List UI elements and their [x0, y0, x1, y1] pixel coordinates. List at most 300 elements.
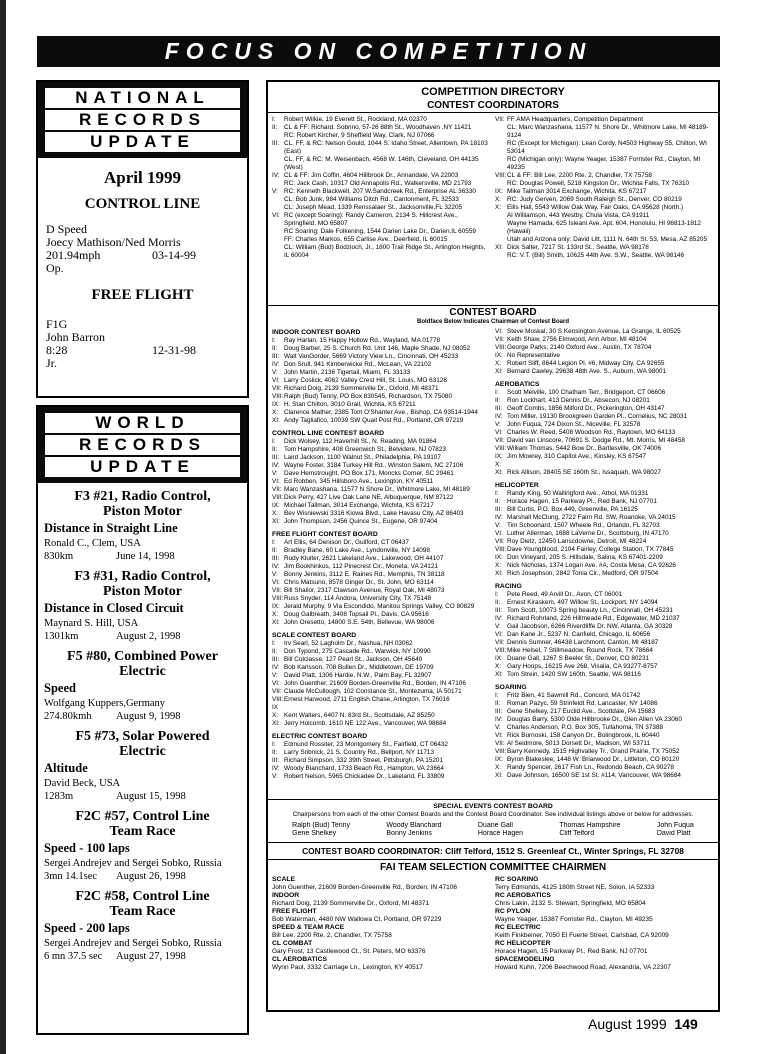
listing-text: RC: Judy Gerven, 2069 South Raleigh St., Denver, CO 80219 [507, 196, 682, 203]
listing-text: CL: William (Bud) Bodzioch, Jr., 1800 Trail Ridge St., Arlington Heights, IL 60004 [284, 244, 486, 259]
listing-text: Ernest Harwood, 2711 English Chase, Arlington, TX 76016 [284, 696, 450, 703]
region-number: III: [272, 757, 280, 764]
listing-row [495, 748, 714, 756]
region-number [272, 132, 284, 140]
board-group [495, 328, 714, 376]
listing-text: Robert Wilkie, 19 Everett St., Rockland, MA 02370 [284, 116, 427, 123]
listing-row [272, 470, 489, 478]
page-footer [588, 1016, 698, 1032]
region-number: IV: [495, 716, 503, 723]
fai-heading: RC AEROBATICS [495, 892, 551, 899]
cl-date: 03-14-99 [152, 248, 196, 262]
listing-text: Bill Colclasse, 127 Pearl St., Jackson, OH 45640 [284, 656, 423, 663]
listing-row [272, 518, 489, 526]
listing-text: Woody Blanchard, 1733 Beach Rd., Hampton, VA 23664 [284, 765, 444, 772]
region-number [272, 196, 284, 204]
page-edge [0, 0, 6, 1054]
listing-row [272, 369, 489, 377]
region-number: X: [495, 204, 502, 211]
listing-text: H. Stan Chilton, 3010 Grail, Wichita, KS 67211 [284, 401, 416, 408]
listing-text: Jerry Holcomb, 1610 NE 122 Ave., Vancouver, WA 98684 [284, 720, 447, 727]
listing-text: Richard Rohrland, 226 Hillmeade Rd., Edgewater, MD 21037 [507, 615, 680, 622]
region-number: IV: [272, 765, 280, 772]
region-number: X: [495, 663, 502, 670]
region-number: VI: [272, 478, 280, 485]
special-name-column [657, 822, 694, 838]
board-group [495, 683, 714, 780]
board-group [495, 380, 714, 477]
region-number: X: [495, 562, 502, 569]
region-number: VII: [495, 740, 505, 747]
national-header-line: NATIONAL [45, 88, 240, 108]
listing-row [495, 724, 714, 732]
record-value-row [44, 711, 241, 722]
listing-text: RC (Michigan only): Wayne Yeager, 15387 Forrister Rd., Clayton, MI 49235 [507, 156, 701, 171]
listing-row [495, 453, 714, 461]
listing-text: Don Vineyard, 205 S. Hillsdale, Salina, KS 67401-2209 [507, 554, 663, 561]
listing-row [272, 579, 489, 587]
record-date: August 9, 1998 [116, 711, 181, 722]
region-number: III: [272, 353, 280, 360]
region-number: XI: [495, 671, 503, 678]
listing-row [272, 595, 489, 603]
listing-text: CL, FF, & RC: M. Weisenbach, 4568 W. 146th, Cleveland, OH 44135 (West) [284, 156, 479, 171]
region-number: VII: [272, 587, 282, 594]
listing-row [495, 740, 714, 748]
listing-text: John Fuqua, 724 Dixon St., Niceville, FL 32578 [507, 421, 641, 428]
listing-row [495, 732, 714, 740]
board-heading: CONTROL LINE CONTEST BOARD [272, 430, 385, 437]
region-number: VIII: [272, 595, 284, 602]
listing-row [272, 757, 489, 765]
board-group [272, 429, 489, 526]
listing-row [495, 336, 714, 344]
listing-row [272, 664, 489, 672]
listing-text: David Platt, 1306 Hardie, N.W., Palm Bay, FL 32907 [284, 672, 432, 679]
fai-listing: John Guenther, 21609 Borden-Greenville Rd., Borden, IN 47106 [272, 884, 458, 891]
world-record [44, 569, 241, 642]
record-value-row [44, 791, 241, 802]
listing-row [272, 196, 489, 204]
region-number: VI: [495, 530, 503, 537]
listing-row [272, 244, 489, 260]
region-number: IV: [272, 664, 280, 671]
special-name-column [386, 822, 441, 838]
listing-text: Michael Tallman, 3014 Exchange, Wichita, KS 67217 [284, 502, 434, 509]
listing-text: RC: V.T. (Bill) Smith, 10625 44th Ave. S.W., Seattle, WA 98146 [507, 252, 685, 259]
listing-row [495, 360, 714, 368]
cl-class: Op. [46, 261, 64, 275]
region-number: I: [495, 490, 499, 497]
ff-date: 12-31-98 [152, 343, 196, 357]
listing-row [272, 696, 489, 704]
world-records-box [36, 405, 249, 1035]
region-number: III: [495, 708, 503, 715]
listing-text: Don Srull, 941 Kimberwicke Rd., McLean, VA 22102 [284, 361, 432, 368]
fai-heading: CL COMBAT [272, 940, 313, 947]
region-number: II: [272, 749, 278, 756]
board-heading: HELICOPTER [495, 482, 539, 489]
fai-listing: Keith Finkbeiner, 7050 El Fuerte Street, Carlsbad, CA 92009 [495, 932, 669, 939]
region-number: VII: [272, 385, 282, 392]
region-number [495, 236, 507, 244]
listing-row [272, 156, 489, 172]
listing-row [272, 438, 489, 446]
listing-row [272, 337, 489, 345]
special-name-column [292, 822, 350, 838]
listing-row [272, 204, 489, 212]
listing-text: Irv Searl, 52 Lagholm Dr., Nashua, NH 03062 [284, 640, 413, 647]
listing-row [272, 454, 489, 462]
record-value: 1283m [44, 791, 74, 802]
fai-heading: RC SOARING [495, 876, 539, 883]
listing-row [272, 656, 489, 664]
region-number: V: [272, 470, 278, 477]
record-title: F5 #73, Solar Powered Electric [75, 729, 210, 759]
listing-row [272, 741, 489, 749]
listing-row [495, 196, 714, 204]
record-value: 6 mn 37.5 sec [44, 951, 103, 962]
listing-row [272, 353, 489, 361]
listing-text: Bev Wisniewski 3316 Kiowa Blvd., Lake Havasu City, AZ 86403 [284, 510, 464, 517]
listing-text: RC: Robert Kircher, 9 Sheffield Way, Clark, NJ 07066 [284, 132, 435, 139]
listing-text: Clarence Mather, 2385 Tom O'Shanter Ave., Bishop, CA 93514-1944 [284, 409, 478, 416]
record-title: F2C #57, Control Line Team Race [75, 809, 210, 839]
ff-event: F1G [46, 317, 68, 331]
listing-text: Rudy Kluiter, 2621 Lakeland Ave., Lakewood, OH 44107 [284, 555, 444, 562]
board-group [272, 328, 489, 425]
listing-row [272, 180, 489, 188]
region-number: X: [495, 461, 502, 468]
board-group [272, 631, 489, 728]
world-record [44, 489, 241, 562]
listing-text: Bradley Bane, 60 Lake Ave., Lyndonville, NY 14098 [284, 547, 430, 554]
region-number: VIII: [272, 393, 284, 400]
world-record [44, 809, 241, 882]
listing-text: Kent Walters, 6407 N. 83rd St., Scottsdale, AZ 85250 [284, 712, 435, 719]
region-number: X: [272, 510, 279, 517]
coordinator-line: CONTEST BOARD COORDINATOR: Cliff Telford, 1512 S. Greenleaf Ct., Winter Springs, FL 32708 [302, 846, 684, 856]
boards-left [272, 328, 493, 797]
listing-row [272, 494, 489, 502]
region-number: II: [272, 446, 278, 453]
listing-text: Jim Bookhinkus, 112 Pinecrest Cir., Moneta, VA 24121 [284, 563, 438, 570]
region-number: II: [272, 124, 278, 131]
listing-row [495, 244, 714, 252]
world-header-line: RECORDS [45, 435, 240, 455]
listing-row [272, 672, 489, 680]
region-number: VII: [272, 486, 282, 493]
listing-row [495, 631, 714, 639]
region-number: X: [272, 712, 279, 719]
listing-row [495, 116, 714, 124]
competition-directory [266, 80, 720, 1012]
directory-title: COMPETITION DIRECTORY [421, 86, 565, 98]
listing-text: Gene Shelkey, 217 Euclid Ave., Scottdale, PA 15683 [507, 708, 656, 715]
world-record [44, 889, 241, 962]
listing-row [272, 563, 489, 571]
listing-row [495, 716, 714, 724]
national-date: April 1999 [104, 168, 181, 187]
region-number: II: [495, 599, 501, 606]
region-number: VI: [495, 328, 503, 335]
region-number: X: [272, 611, 279, 618]
listing-text: CL: Joseph Mead, 1339 Renssalaer St., Jacksonville,FL 32205 [284, 204, 463, 211]
listing-text: Robert Sliff, 8644 Legion Pl. #6, Midway City, CA 92655 [507, 360, 665, 367]
fai-listing: Horace Hagen, 15 Parkway Pl., Red Bank, NJ 07701 [495, 948, 648, 955]
record-value-row [44, 631, 241, 642]
listing-text: Dick Perry, 427 Live Oak Lane NE, Albuquerque, NM 87122 [284, 494, 454, 501]
listing-row [495, 538, 714, 546]
listing-text: George Parks, 2140 Oxford Ave., Austin, TX 78704 [507, 344, 652, 351]
region-number: II: [272, 345, 278, 352]
region-number: IX: [495, 655, 503, 662]
listing-text: John Oresetto, 14800 S.E. 54th, Bellevue, WA 98006 [284, 619, 435, 626]
listing-row [272, 446, 489, 454]
listing-text: Utah and Arizona only: David Litt, 1111 N. 64th St. 53, Mesa, AZ 85205 [507, 236, 708, 243]
listing-row [495, 708, 714, 716]
region-number: I: [272, 539, 276, 546]
record-value-row [44, 871, 241, 882]
region-number: III: [272, 140, 280, 147]
region-number: IX: [495, 756, 503, 763]
listing-row [495, 647, 714, 655]
listing-row [495, 236, 714, 244]
region-number: I: [272, 438, 276, 445]
listing-text: CL: Marc Wanzashana, 11577 N. Shore Dr., Whitmore Lake, MI 48189-9124 [507, 124, 709, 139]
fai-heading: RC ELECTRIC [495, 924, 541, 931]
listing-text: Bob Karlsson, 708 Bullen Dr., Middletown, DE 19709 [284, 664, 434, 671]
listing-row [272, 680, 489, 688]
fai-listing: Chris Lakin, 2132 S. Stewart, Springfield, MO 65804 [495, 900, 646, 907]
region-number: III: [495, 506, 503, 513]
listing-text: Duane Gall, 1267 S Beeler St., Denver, CO 80231 [507, 655, 650, 662]
listing-text: CL: Bob Junk, 984 Williams Ditch Rd., Cantonment, FL 32533 [284, 196, 459, 203]
record-title: F3 #21, Radio Control, Piston Motor [74, 489, 211, 519]
region-number: I: [495, 591, 499, 598]
listing-text: Tom Hampshire, 408 Greenwich St., Belvidere, NJ 07823 [284, 446, 446, 453]
region-number: IV: [272, 462, 280, 469]
listing-row [272, 486, 489, 494]
board-group [495, 582, 714, 679]
listing-row [272, 648, 489, 656]
listing-text: Art Ellis, 64 Denison Dr., Guilford, CT 06437 [284, 539, 409, 546]
listing-row [495, 570, 714, 578]
listing-row [272, 603, 489, 611]
listing-text: Edmund Rossiter, 23 Montgomery St., Fairfield, CT 06432 [284, 741, 448, 748]
listing-text: Al Williamson, 443 Westby, Chula Vista, CA 91911 [507, 212, 650, 219]
record-value: 3mn 14.1sec [44, 871, 98, 882]
region-number: IX: [495, 554, 503, 561]
fai-listing: Bob Waterman, 4480 NW Wallowa Ct, Portland, OR 97229 [272, 916, 442, 923]
region-number: IV: [272, 172, 280, 179]
listing-row [272, 688, 489, 696]
board-group [272, 530, 489, 627]
special-events-title: SPECIAL EVENTS CONTEST BOARD [433, 803, 553, 810]
listing-row [495, 599, 714, 607]
record-value: 274.80kmh [44, 711, 92, 722]
listing-text: Robert Nelson, 5965 Chickadee Dr., Lakeland, FL 33809 [284, 773, 445, 780]
listing-text: Roy Dietz, 12450 Lanscdowne, Detroit, MI 48224 [507, 538, 647, 545]
region-number: XI: [495, 469, 503, 476]
listing-text: Marc Wanzashana, 11577 N Shore Dr., Whitmore Lake, MI 48189 [284, 486, 470, 493]
region-number: IV: [495, 514, 503, 521]
region-number: IX: [495, 188, 503, 195]
listing-text: John Martin, 2136 Tigertail, Miami, FL 33133 [284, 369, 411, 376]
listing-text: Ron Lockhart, 413 Dennis Dr., Absecon, NJ 08201 [507, 397, 650, 404]
listing-row [272, 409, 489, 417]
region-number: III: [495, 405, 503, 412]
fai-listing: Bill Lee, 2200 Rte. 2, Chandler, TX 75758 [272, 932, 392, 939]
listing-text: Al Seidmore, 5013 Dorsett Dr., Madison, WI 53711 [507, 740, 651, 747]
listing-text: Dick Salter, 7217 St. 133rd St., Seattle, WA 98178 [507, 244, 649, 251]
record-category: Speed - 200 laps [44, 921, 130, 935]
listing-row [495, 429, 714, 437]
listing-row [495, 188, 714, 196]
listing-row [272, 172, 489, 180]
special-name: Thomas Hampshire [559, 822, 621, 829]
listing-row [272, 401, 489, 409]
listing-text: Ralph (Bud) Tenny, PO Box 830545, Richardson, TX 75080 [284, 393, 453, 400]
cl-speed: 201.94mph [46, 248, 101, 262]
fai-heading: FREE FLIGHT [272, 908, 317, 915]
listing-text: Ray Harlan, 15 Happy Hollow Rd., Wayland, MA 01778 [284, 337, 441, 344]
listing-row [495, 692, 714, 700]
listing-row [495, 397, 714, 405]
listing-text: Dick Wolsey, 112 Haverhill St., N. Reading, MA 01864 [284, 438, 437, 445]
listing-row [495, 623, 714, 631]
coordinators-section [268, 113, 718, 305]
listing-text: RC: Jack Cash, 10317 Old Annapolis Rd., Walkersville, MD 21793 [284, 180, 472, 187]
listing-row [272, 547, 489, 555]
fai-section [268, 873, 718, 975]
listing-row [495, 671, 714, 679]
listing-row [495, 212, 714, 220]
listing-text: Tom Miller, 19130 Brookgreen Garden Pl., Cornelius, NC 28031 [507, 413, 688, 420]
listing-text: Bonny Jenkins, 3112 E. Raines Rd., Memphis, TN 38118 [284, 571, 445, 578]
listing-row [272, 393, 489, 401]
listing-text: Dave Youngblood, 2104 Fairley, College Station, TX 77845 [507, 546, 674, 553]
listing-text: Larry Sribnick, 21 S. Country Rd., Bellport, NY 11713 [284, 749, 435, 756]
listing-row [495, 700, 714, 708]
page-number: 149 [674, 1016, 698, 1032]
listing-row [272, 377, 489, 385]
listing-text: No Representative [507, 352, 560, 359]
record-category: Distance in Closed Circuit [44, 601, 184, 615]
region-number: VIII: [272, 494, 284, 501]
issue-date: August 1999 [588, 1016, 667, 1032]
listing-text: Tom Strein, 1420 SW 160th, Seattle, WA 98116 [507, 671, 641, 678]
national-records-box [36, 80, 249, 398]
listing-text: Don Typond, 275 Cascade Rd., Warwick, NY 10990 [284, 648, 431, 655]
free-flight-heading: FREE FLIGHT [91, 287, 194, 303]
listing-text: Gail Jacobson, 6266 Riverdliffe Dr. NW, Atlanta, GA 30328 [507, 623, 673, 630]
region-number: VI: [272, 212, 280, 219]
region-number: VI: [272, 579, 280, 586]
record-title: F5 #80, Combined Power Electric [67, 649, 218, 679]
world-record [44, 649, 241, 722]
boards-right [493, 328, 714, 797]
region-number: V: [495, 522, 501, 529]
region-number: VIII: [495, 445, 507, 452]
listing-text: Randy Spencer, 2617 Fish Ln., Redondo Beach, CA 90278 [507, 764, 674, 771]
region-number: XI: [272, 518, 280, 525]
region-number: VIII: [272, 696, 284, 703]
listing-text: Ernest Kiraskem, 497 Willow St., Lockport, NY 14094 [507, 599, 658, 606]
listing-row [495, 220, 714, 236]
listing-row [495, 389, 714, 397]
world-header-line: UPDATE [45, 457, 240, 477]
listing-row [495, 498, 714, 506]
listing-row [495, 514, 714, 522]
listing-text: Bernard Cawley, 29638 48th Ave. S., Auburn, WA 98001 [507, 368, 667, 375]
listing-text: Rick Allison, 28405 SE 160th St., Issaquah, WA 98027 [507, 469, 661, 476]
ff-class: Jr. [46, 356, 58, 370]
listing-text: Byron Blakeslee, 1448 W. Briarwood Dr., Littleton, CO 80120 [507, 756, 680, 763]
fai-heading: SCALE [272, 876, 296, 883]
region-number: VII: [495, 538, 505, 545]
region-number: X: [495, 360, 502, 367]
region-number: I: [272, 337, 276, 344]
fai-heading: RC HELICOPTER [495, 940, 551, 947]
board-heading: RACING [495, 583, 522, 590]
region-number: II: [272, 648, 278, 655]
listing-row [495, 607, 714, 615]
record-value: 1301km [44, 631, 79, 642]
ff-time: 8:28 [46, 343, 68, 357]
fai-listing: Gary Frost, 13 Castlewood Ct., St. Peters, MO 63376 [272, 948, 426, 955]
listing-row [495, 413, 714, 421]
region-number: VI: [495, 631, 503, 638]
region-number: X: [272, 409, 279, 416]
region-number: VIII: [495, 172, 507, 179]
listing-row [495, 522, 714, 530]
region-number [272, 244, 284, 260]
record-holder: Sergei Andrejev and Sergei Sobko, Russia [44, 938, 222, 949]
listing-row [495, 554, 714, 562]
listing-text: Fritz Bien, 41 Sawmill Rd., Concord, MA 01742 [507, 692, 641, 699]
listing-row [495, 180, 714, 188]
region-number [272, 236, 284, 244]
region-number: XI: [495, 244, 503, 251]
cl-event: D Speed [46, 222, 87, 236]
listing-text: Doug Galbreath, 3408 Topsail Pl., Davis, CA 95616 [284, 611, 429, 618]
world-header [38, 407, 247, 483]
listing-text: CL & FF: Jim Coffin, 4604 Hillbrook Dr., Annandale, VA 22003 [284, 172, 459, 179]
listing-text: Luther Allerman, 1688 LaVerne Dr., Scottsburg, IN 47170 [507, 530, 669, 537]
fai-left [272, 876, 493, 972]
region-number: III: [272, 555, 280, 562]
region-number: IX [272, 704, 279, 711]
listing-row [495, 352, 714, 360]
listing-row [495, 469, 714, 477]
listing-text: Marshall McClung, 2722 Fairn Rd. SW, Roanoke, VA 24015 [507, 514, 676, 521]
national-header-line: UPDATE [45, 132, 240, 152]
listing-text: Rick Burnoski, 158 Canyon Dr., Bolingbrook, IL 60440 [507, 732, 660, 739]
listing-row [495, 421, 714, 429]
listing-text: Chris Matsuno, 8578 Ginger Dr., St. John, MO 63114 [284, 579, 434, 586]
region-number: XI: [272, 619, 280, 626]
region-number: IX: [495, 453, 503, 460]
region-number: V: [272, 188, 278, 195]
listing-row [495, 506, 714, 514]
region-number: I: [495, 389, 499, 396]
world-header-line: WORLD [45, 413, 240, 433]
listing-row [495, 655, 714, 663]
listing-text: William Thomas, 5442 Bow Dr., Bartlesville, OK 74006 [507, 445, 662, 452]
region-number: V: [495, 724, 501, 731]
special-events-note: Chairpersons from each of the other Contest Boards and the Contest Board Coordinator. See individual listings above or below for addresses. [292, 811, 694, 818]
